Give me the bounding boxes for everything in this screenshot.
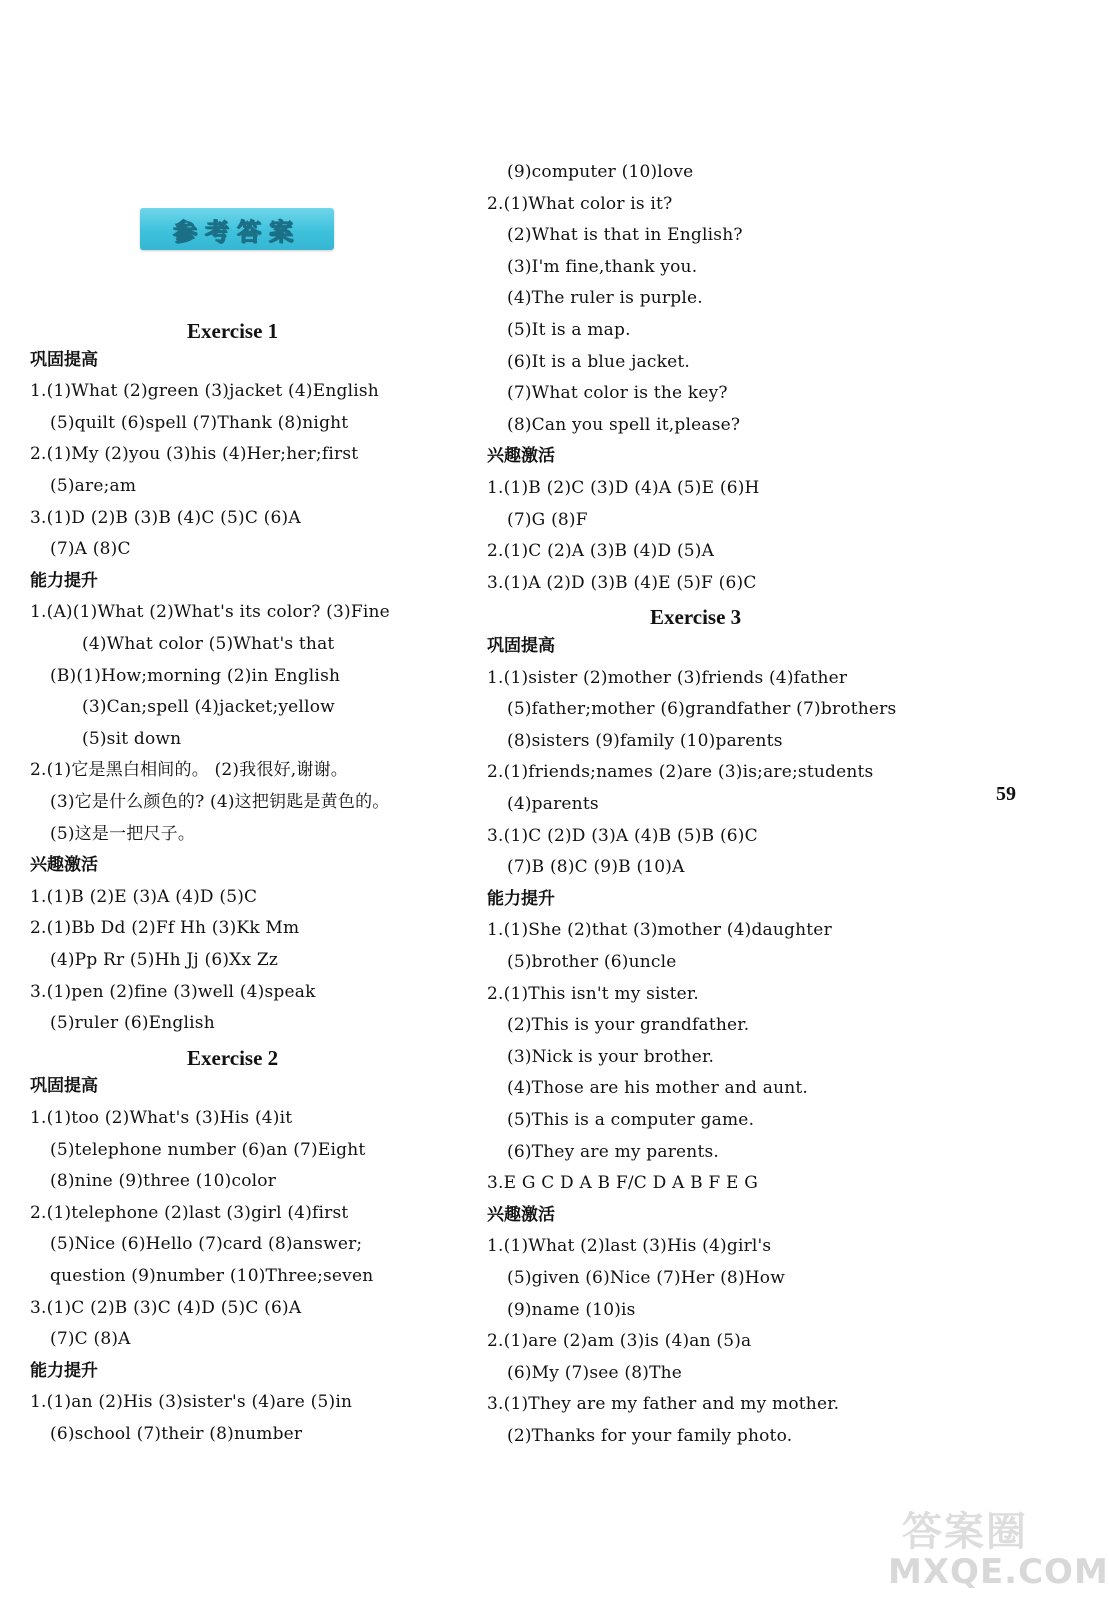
answer-line: (2)What is that in English? <box>507 225 743 246</box>
answer-line: 1.(1)What (2)last (3)His (4)girl's <box>487 1236 772 1257</box>
answer-line: 3.(1)pen (2)fine (3)well (4)speak <box>30 981 316 1002</box>
section-heading: 巩固提高 <box>30 1076 98 1097</box>
answer-line: 3.(1)They are my father and my mother. <box>487 1394 840 1415</box>
answer-line: (6)school (7)their (8)number <box>50 1424 303 1444</box>
answer-line: 1.(1)B (2)E (3)A (4)D (5)C <box>30 886 258 907</box>
section-heading: 巩固提高 <box>487 636 555 656</box>
answer-line: (8)sisters (9)family (10)parents <box>507 730 783 751</box>
answer-line: (7)C (8)A <box>50 1329 131 1350</box>
answer-line: (5)sit down <box>82 728 182 749</box>
answer-line: (9)computer (10)love <box>507 162 694 182</box>
answer-line: (5)It is a map. <box>507 320 631 340</box>
answer-line: (B)(1)How;morning (2)in English <box>50 665 341 686</box>
exercise-heading: Exercise 2 <box>187 1045 279 1070</box>
banner-title: 参考答案 <box>173 217 301 246</box>
answer-line: 1.(1)an (2)His (3)sister's (4)are (5)in <box>30 1392 353 1413</box>
answer-line: (2)Thanks for your family photo. <box>507 1426 793 1446</box>
answer-line: (6)It is a blue jacket. <box>507 351 690 372</box>
answer-line: (3)I'm fine,thank you. <box>507 256 698 277</box>
answer-line: 1.(A)(1)What (2)What's its color? (3)Fine <box>30 602 390 623</box>
answer-line: (5)quilt (6)spell (7)Thank (8)night <box>50 412 349 433</box>
section-heading: 兴趣激活 <box>30 855 98 876</box>
answer-line: (4)What color (5)What's that <box>82 634 335 654</box>
watermark-bottom: MXQE.COM <box>888 1552 1109 1592</box>
answer-line: 2.(1)are (2)am (3)is (4)an (5)a <box>487 1331 752 1352</box>
answer-line: 2.(1)C (2)A (3)B (4)D (5)A <box>487 541 715 562</box>
answer-line: (5)father;mother (6)grandfather (7)brothers <box>507 699 897 720</box>
exercise-heading: Exercise 3 <box>650 605 742 630</box>
section-heading: 兴趣激活 <box>487 1204 555 1225</box>
answer-line: (5)ruler (6)English <box>50 1013 215 1034</box>
section-heading: 能力提升 <box>30 570 98 591</box>
answer-line: 2.(1)telephone (2)last (3)girl (4)first <box>30 1202 349 1223</box>
answer-line: 2.(1)This isn't my sister. <box>487 983 699 1004</box>
answer-line: 1.(1)What (2)green (3)jacket (4)English <box>30 381 379 402</box>
answer-line: (7)A (8)C <box>50 539 131 560</box>
answer-line: (6)They are my parents. <box>507 1141 720 1162</box>
answer-line: 2.(1)它是黑白相间的。 (2)我很好,谢谢。 <box>30 760 348 781</box>
answer-line: 3.(1)A (2)D (3)B (4)E (5)F (6)C <box>487 572 757 593</box>
answer-line: (2)This is your grandfather. <box>507 1015 750 1036</box>
answer-line: (5)这是一把尺子。 <box>50 823 196 844</box>
answer-line: (8)Can you spell it,please? <box>507 414 741 435</box>
answer-line: (3)Can;spell (4)jacket;yellow <box>82 697 335 718</box>
watermark-top: 答案圈 <box>902 1509 1028 1555</box>
page-number: 59 <box>996 783 1016 805</box>
answer-key-banner <box>140 208 334 250</box>
watermark-logo <box>888 1500 1109 1595</box>
answer-line: (5)telephone number (6)an (7)Eight <box>50 1139 366 1160</box>
answer-line: (5)are;am <box>50 476 137 496</box>
answer-line: question (9)number (10)Three;seven <box>50 1266 374 1286</box>
answer-line: 1.(1)too (2)What's (3)His (4)it <box>30 1108 293 1128</box>
answer-line: (4)The ruler is purple. <box>507 288 703 309</box>
answer-line: (9)name (10)is <box>507 1299 636 1320</box>
answer-line: 2.(1)Bb Dd (2)Ff Hh (3)Kk Mm <box>30 918 300 939</box>
answer-line: 3.E G C D A B F/C D A B F E G <box>487 1173 758 1194</box>
answer-line: (4)Those are his mother and aunt. <box>507 1078 808 1099</box>
answer-line: 1.(1)She (2)that (3)mother (4)daughter <box>487 920 832 941</box>
answer-line: 2.(1)friends;names (2)are (3)is;are;students <box>487 762 874 783</box>
answer-line: (6)My (7)see (8)The <box>507 1362 683 1383</box>
answer-line: (5)This is a computer game. <box>507 1110 755 1130</box>
section-heading: 能力提升 <box>30 1360 98 1381</box>
answer-line: 3.(1)C (2)B (3)C (4)D (5)C (6)A <box>30 1297 302 1318</box>
answer-line: 3.(1)C (2)D (3)A (4)B (5)B (6)C <box>487 825 758 846</box>
answer-line: (3)Nick is your brother. <box>507 1046 715 1067</box>
answer-line: (5)Nice (6)Hello (7)card (8)answer; <box>50 1234 363 1255</box>
answer-line: (3)它是什么颜色的? (4)这把钥匙是黄色的。 <box>50 792 390 812</box>
section-heading: 能力提升 <box>487 888 555 909</box>
exercise-heading: Exercise 1 <box>187 319 279 343</box>
answer-line: (4)parents <box>507 794 599 814</box>
answer-line: (5)brother (6)uncle <box>507 952 677 972</box>
answer-line: (8)nine (9)three (10)color <box>50 1171 277 1192</box>
answer-line: (7)What color is the key? <box>507 383 728 404</box>
answer-line: 1.(1)B (2)C (3)D (4)A (5)E (6)H <box>487 478 760 498</box>
section-heading: 巩固提高 <box>30 349 98 370</box>
answer-line: 2.(1)My (2)you (3)his (4)Her;her;first <box>30 444 359 465</box>
answer-line: (7)B (8)C (9)B (10)A <box>507 857 685 878</box>
answer-line: 2.(1)What color is it? <box>487 193 673 214</box>
answer-line: (7)G (8)F <box>507 509 588 530</box>
answer-line: 1.(1)sister (2)mother (3)friends (4)father <box>487 667 848 688</box>
section-heading: 兴趣激活 <box>487 446 555 467</box>
answer-line: 3.(1)D (2)B (3)B (4)C (5)C (6)A <box>30 507 301 528</box>
answer-line: (4)Pp Rr (5)Hh Jj (6)Xx Zz <box>50 950 279 970</box>
answer-line: (5)given (6)Nice (7)Her (8)How <box>507 1268 785 1288</box>
